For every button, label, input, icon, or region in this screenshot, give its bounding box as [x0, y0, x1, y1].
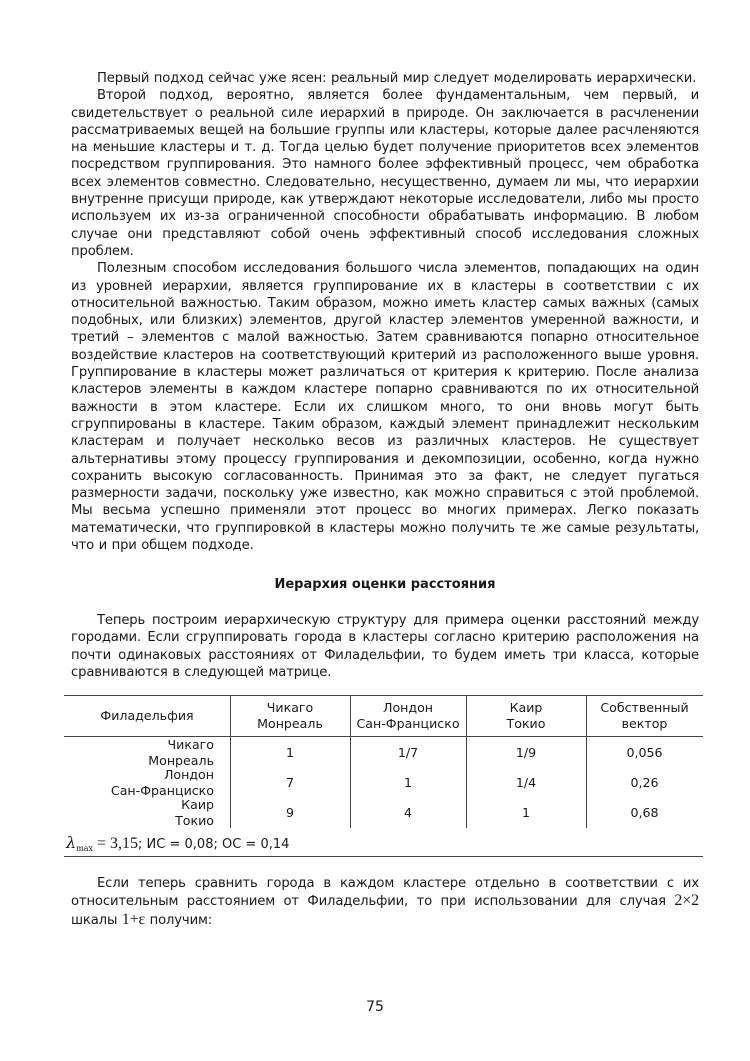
column-header: Лондон Сан-Франциско — [356, 700, 460, 731]
table-cell: 1 — [521, 805, 530, 820]
table-bottom-rule — [64, 856, 703, 857]
table-cell: 1 — [403, 775, 412, 790]
row-label: Лондон Сан-Франциско — [110, 767, 214, 798]
column-header: Чикаго Монреаль — [257, 700, 323, 731]
lambda-symbol: λ — [66, 833, 77, 852]
lambda-subscript: max — [76, 844, 94, 853]
table-cell: 0,056 — [626, 745, 663, 760]
table-cell: 9 — [285, 805, 294, 820]
row-label: Чикаго Монреаль — [148, 737, 214, 768]
row-label: Каир Токио — [175, 797, 214, 828]
closing-text-before: Если теперь сравнить города в каждом кластере отдельно в соответствии с их относительным расстоянием от Филадельфии, то при использовании для случая — [71, 876, 699, 910]
table-cell: 7 — [285, 775, 294, 790]
table-top-rule — [64, 695, 703, 696]
table-cell: 0,68 — [630, 805, 659, 820]
table-corner-header: Филадельфия — [100, 708, 194, 723]
column-header: Каир Токио — [506, 700, 546, 731]
column-header: Собственный вектор — [600, 700, 689, 731]
table-cell: 0,26 — [630, 775, 659, 790]
section-intro: Теперь построим иерархическую структуру для примера оценки расстояний между городами. Если сгруппировать города в кластеры согласно критерию расположения на почти одинаковых расстояниях от Филадельфии, то будем иметь три класса, которые сравниваются в следующей матрице. — [71, 613, 699, 680]
section-heading: Иерархия оценки расстояния — [274, 577, 496, 592]
closing-paragraph — [71, 875, 699, 929]
lambda-value: = 3,15 — [93, 835, 139, 852]
table-cell: 1/7 — [397, 745, 419, 760]
paragraph-3: Полезным способом исследования большого числа элементов, попадающих на один из уровней иерархии, является группирование их в кластеры в соответствии с их относительной важностью. Таким образом, можно иметь кластер самых важных (самых подобных, или близких) элементов, другой кластер элементов умеренной важности, и третий – элементов с малой важностью. Затем сравниваются попарно относительное воздействие кластеров на соответствующий критерий из расположенного выше уровня. Группирование в кластеры может различаться от критерия к критерию. После анализа кластеров элементы в каждом кластере попарно сравниваются по их относительной важности в этом кластере. Если их слишком много, то они вновь могут быть сгруппированы в кластере. Таким образом, каждый элемент принадлежит нескольким кластерам и получает несколько весов из различных кластеров. Не существует альтернативы этому процессу группирования и декомпозиции, особенно, когда нужно сохранить высокую согласованность. Принимая это за факт, не следует пугаться размерности задачи, поскольку уже известно, как можно справиться с этой проблемой. Мы весьма успешно применяли этот процесс во многих примерах. Легко показать математически, что группировкой в кластеры можно получить те же самые результаты, что и при общем подходе. — [71, 261, 699, 554]
table-cell: 1 — [285, 745, 294, 760]
consistency-formula — [66, 833, 289, 853]
paragraph-2: Второй подход, вероятно, является более фундаментальным, чем первый, и свидетельствует о реальной силе иерархий в природе. Он заключается в расчленении рассматриваемых вещей на большие группы или кластеры, которые далее расчленяются на меньшие кластеры и т. д. Тогда целью будет получение приоритетов всех элементов посредством группирования. Это намного более эффективный процесс, чем обработка всех элементов совместно. Следовательно, несущественно, думаем ли мы, что иерархии внутренне присущи природе, как утверждают некоторые исследователи, либо мы просто используем их из-за ограниченной способности обрабатывать информацию. В любом случае они представляют собой очень эффективный способ исследования сложных проблем. — [71, 88, 699, 259]
closing-text-after: получим: — [149, 912, 213, 928]
comparison-matrix-table — [64, 695, 703, 857]
consistency-indices: ; ИС = 0,08; ОС = 0,14 — [138, 837, 290, 852]
closing-text-mid: шкалы — [71, 912, 118, 928]
paragraph-1: Первый подход сейчас уже ясен: реальный мир следует моделировать иерархически. — [97, 71, 697, 86]
math-one-plus-epsilon: 1+ε — [121, 910, 146, 928]
table-cell: 4 — [403, 805, 412, 820]
table-cell: 1/4 — [515, 775, 537, 790]
math-2x2: 2×2 — [674, 892, 699, 910]
table-cell: 1/9 — [515, 745, 537, 760]
page-number: 75 — [366, 999, 384, 1015]
